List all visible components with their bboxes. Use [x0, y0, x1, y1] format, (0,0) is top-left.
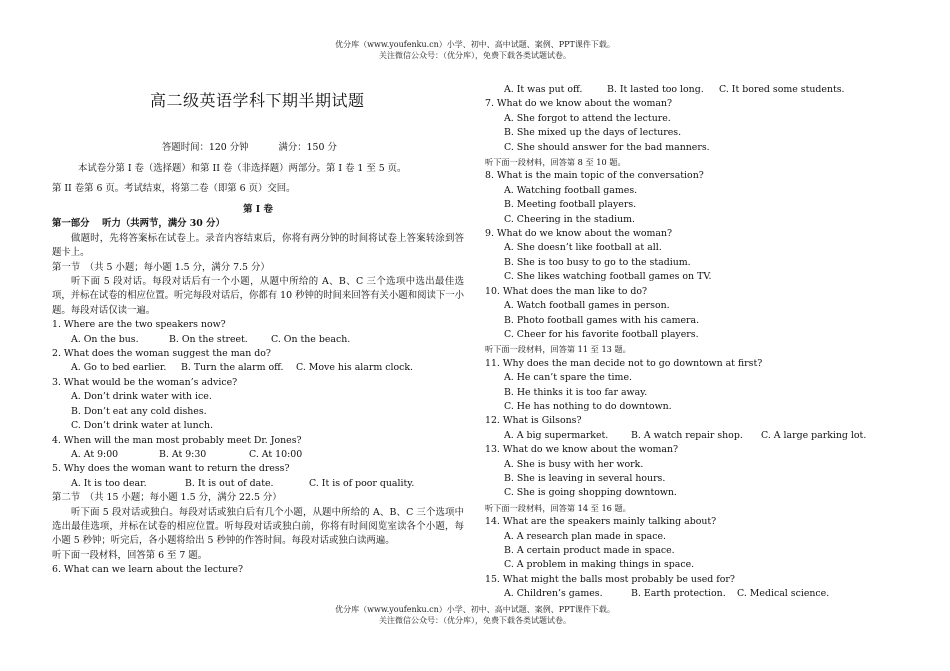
material-11-13: 听下面一段材料，回答第 11 至 13 题。 [485, 344, 631, 355]
volume-heading: 第 I 卷 [243, 204, 273, 215]
q11-option-b: B. He thinks it is too far away. [504, 386, 648, 398]
q1-option-a: A. On the bus. [71, 333, 139, 345]
q14-option-b: B. A certain product made in space. [504, 545, 675, 556]
right-column [485, 83, 895, 602]
q6-options [485, 83, 895, 97]
q3-option-a: A. Don’t drink water with ice. [71, 391, 212, 403]
page-footer [0, 604, 950, 626]
q14-option-a: A. A research plan made in space. [504, 530, 667, 542]
q5-option-a: A. It is too dear. [71, 477, 147, 489]
q10-stem: 10. What does the man like to do? [485, 285, 647, 297]
page-header [0, 39, 950, 61]
part1-heading: 第一部分 听力（共两节，满分 30 分） [52, 218, 225, 230]
q6-option-c: C. It bored some students. [719, 84, 845, 95]
exam-intro [52, 162, 464, 196]
time-label: 答题时间：120 分钟 [162, 142, 249, 153]
q3-stem: 3. What would be the woman’s advice? [52, 376, 238, 388]
q7-option-a: A. She forgot to attend the lecture. [504, 112, 671, 124]
q9-option-c: C. She likes watching football games on TV. [504, 271, 712, 283]
material-14-16: 听下面一段材料，回答第 14 至 16 题。 [485, 502, 631, 513]
left-column [52, 203, 464, 578]
q4-option-a: A. At 9:00 [71, 448, 119, 460]
q8-option-a: A. Watching football games. [504, 184, 638, 196]
q1-stem: 1. Where are the two speakers now? [52, 319, 226, 331]
q15-option-a: A. Children’s games. [504, 588, 603, 600]
q13-stem: 13. What do we know about the woman? [485, 444, 679, 456]
q15-option-c: C. Medical science. [737, 588, 830, 600]
q15-options [485, 587, 895, 601]
section2-heading: 第二节 （共 15 小题；每小题 1.5 分，满分 22.5 分） [52, 492, 282, 504]
q13-option-c: C. She is going shopping downtown. [504, 487, 677, 499]
q2-option-a: A. Go to bed earlier. [71, 362, 167, 374]
q13-option-a: A. She is busy with her work. [504, 458, 644, 470]
q8-option-c: C. Cheering in the stadium. [504, 213, 636, 225]
q12-option-a: A. A big supermarket. [504, 429, 609, 441]
q9-stem: 9. What do we know about the woman? [485, 228, 673, 240]
q6-stem: 6. What can we learn about the lecture? [52, 564, 243, 576]
q5-stem: 5. Why does the woman want to return the dress? [52, 463, 290, 475]
section1-note: 听下面 5 段对话。每段对话后有一个小题，从题中所给的 A、B、C 三个选项中选出最佳选项，并标在试卷的相应位置。听完每段对话后，你都有 10 秒钟的时间来回答有关小题和阅读下一小题。每段对话仅读一遍。 [52, 276, 464, 316]
q6-option-a: A. It was put off. [504, 84, 583, 95]
part1-note: 做题时，先将答案标在试卷上。录音内容结束后，你将有两分钟的时间将试卷上答案转涂到答题卡上。 [52, 232, 464, 259]
q12-options [485, 429, 895, 443]
q15-option-b: B. Earth protection. [631, 588, 726, 600]
intro-line-1: 本试卷分第 I 卷（选择题）和第 II 卷（非选择题）两部分。第 I 卷 1 至 5 页。 [78, 163, 407, 174]
q4-stem: 4. When will the man most probably meet Dr. Jones? [52, 434, 302, 446]
q11-option-a: A. He can’t spare the time. [504, 372, 632, 384]
q6-option-b: B. It lasted too long. [607, 84, 704, 95]
q10-option-a: A. Watch football games in person. [504, 300, 670, 312]
footer-line-2: 关注微信公众号：（优分库），免费下载各类试题试卷。 [379, 616, 571, 625]
q5-option-b: B. It is out of date. [185, 477, 274, 489]
q10-option-c: C. Cheer for his favorite football players. [504, 328, 699, 340]
q8-stem: 8. What is the main topic of the conversation? [485, 170, 704, 182]
q5-option-c: C. It is of poor quality. [309, 477, 415, 489]
footer-line-1: 优分库（www.youfenku.cn）小学、初中、高中试题、案例、PPT课件下载。 [335, 605, 615, 614]
q14-stem: 14. What are the speakers mainly talking about? [485, 516, 717, 528]
q3-option-b: B. Don’t eat any cold dishes. [71, 405, 207, 417]
q12-stem: 12. What is Gilsons? [485, 415, 582, 427]
q1-options [52, 333, 464, 347]
section1-heading: 第一节 （共 5 小题；每小题 1.5 分，满分 7.5 分） [52, 261, 270, 273]
q4-option-b: B. At 9:30 [159, 448, 207, 460]
q13-option-b: B. She is leaving in several hours. [504, 472, 666, 484]
q12-option-c: C. A large parking lot. [761, 429, 867, 441]
intro-line-2: 第 II 卷第 6 页。考试结束，将第二卷（即第 6 页）交回。 [52, 183, 296, 194]
q15-stem: 15. What might the balls most probably be used for? [485, 573, 735, 585]
q4-options [52, 448, 464, 462]
q9-option-a: A. She doesn’t like football at all. [504, 242, 662, 254]
q11-option-c: C. He has nothing to do downtown. [504, 400, 672, 412]
q10-option-b: B. Photo football games with his camera. [504, 314, 700, 326]
q14-option-c: C. A problem in making things in space. [504, 559, 695, 571]
q7-stem: 7. What do we know about the woman? [485, 98, 673, 110]
q1-option-c: C. On the beach. [271, 333, 351, 345]
q2-stem: 2. What does the woman suggest the man do? [52, 348, 271, 360]
material-8-10: 听下面一段材料，回答第 8 至 10 题。 [485, 157, 626, 168]
q7-option-c: C. She should answer for the bad manners. [504, 141, 710, 153]
q5-options [52, 477, 464, 491]
exam-title: 高二级英语学科下期半期试题 [150, 91, 365, 110]
section2-note: 听下面 5 段对话或独白。每段对话或独白后有几个小题，从题中所给的 A、B、C 三个选项中选出最佳选项，并标在试卷的相应位置。听每段对话或独白前，你将有时间阅览室读各个小题，每小题 5 秒钟；听完后，各小题将给出 5 秒钟的作答时间。每段对话或独白读两遍。 [52, 506, 464, 547]
q9-option-b: B. She is too busy to go to the stadium. [504, 256, 691, 268]
q12-option-b: B. A watch repair shop. [631, 429, 743, 441]
q8-option-b: B. Meeting football players. [504, 199, 637, 211]
q2-options [52, 361, 464, 375]
q1-option-b: B. On the street. [169, 333, 248, 345]
material-6-7: 听下面一段材料，回答第 6 至 7 题。 [52, 549, 208, 561]
header-line-2: 关注微信公众号：（优分库），免费下载各类试题试卷。 [379, 51, 571, 60]
exam-meta [52, 141, 464, 155]
q2-option-c: C. Move his alarm clock. [296, 362, 414, 374]
q4-option-c: C. At 10:00 [249, 448, 303, 460]
q3-option-c: C. Don’t drink water at lunch. [71, 420, 213, 432]
q2-option-b: B. Turn the alarm off. [181, 362, 284, 374]
q7-option-b: B. She mixed up the days of lectures. [504, 127, 682, 139]
header-line-1: 优分库（www.youfenku.cn）小学、初中、高中试题、案例、PPT课件下载。 [335, 40, 615, 49]
q11-stem: 11. Why does the man decide not to go downtown at first? [485, 357, 763, 369]
score-label: 满分：150 分 [278, 142, 337, 153]
